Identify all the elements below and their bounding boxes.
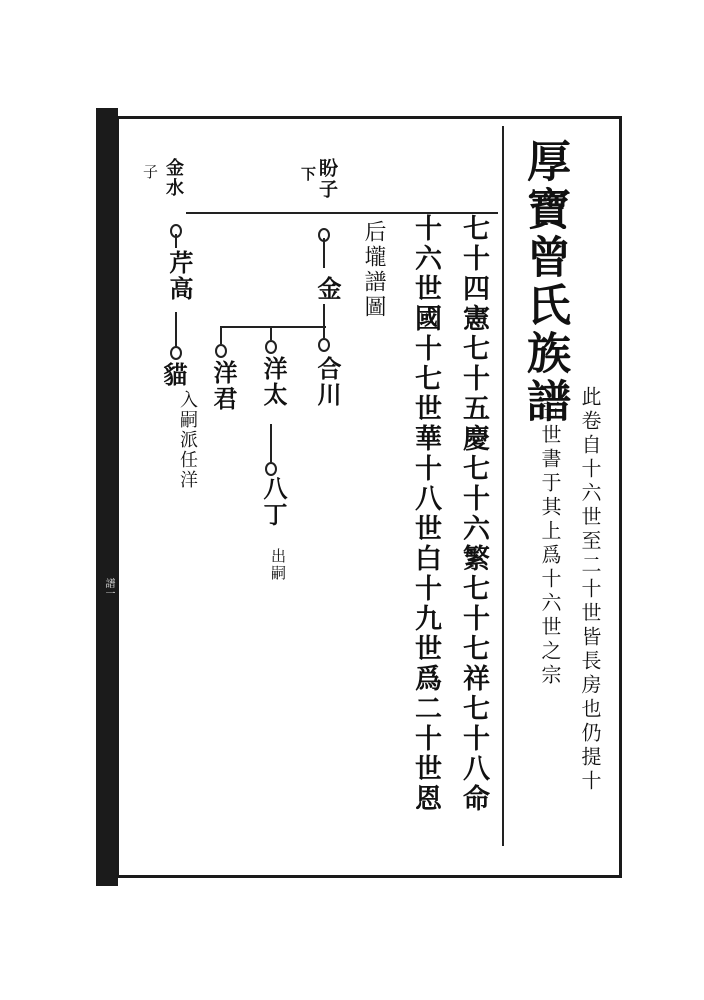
- tree-root-prefix: 下: [299, 166, 317, 183]
- left-gen18-note: 入嗣派任洋: [177, 390, 198, 490]
- section-heading: 后壠譜圖: [361, 220, 386, 320]
- gen16-name: 金: [313, 276, 342, 302]
- child-3: 洋君: [209, 360, 238, 412]
- child-2: 洋太: [259, 356, 288, 408]
- tree-root: 盼子: [316, 158, 338, 200]
- book-title: 厚寶曾氏族譜: [519, 138, 570, 426]
- left-branch-prefix: 子: [141, 164, 159, 181]
- gen16-branch: [220, 326, 326, 328]
- gen18-note: 出嗣: [269, 548, 287, 582]
- generation-legend-1: 七十四憲七十五慶七十六繁七十七祥七十八命: [458, 214, 489, 814]
- title-divider: [502, 126, 504, 846]
- left-branch-top: 金水: [163, 158, 184, 198]
- header-rule: [186, 212, 498, 214]
- note-line-1: 此卷自十六世至二十世皆長房也仍提十: [578, 386, 602, 794]
- note-line-2: 五世書于其上爲十六世之宗: [538, 400, 562, 688]
- generation-legend-2: 十六世國十七世華十八世白十九世爲二十世恩: [410, 214, 441, 814]
- spine-label: 譜一: [103, 578, 114, 598]
- left-gen18: 貓: [159, 362, 188, 388]
- genealogy-page: [96, 108, 628, 886]
- book-spine: [96, 108, 118, 886]
- gen18-name: 八丁: [259, 476, 288, 528]
- child-1: 合川: [313, 356, 342, 408]
- left-gen17: 芹高: [165, 250, 194, 302]
